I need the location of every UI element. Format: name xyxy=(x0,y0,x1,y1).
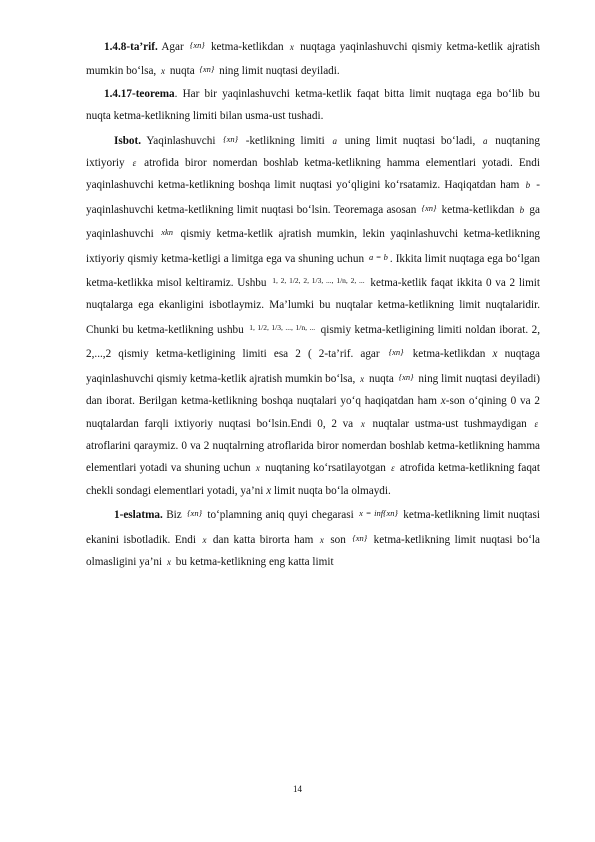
text: nuqtaga yaqinlashuvchi qismiy ketma-ketlik ajratish mumkin bo‘lsa, xyxy=(86,41,540,78)
math-formula: x xyxy=(360,373,365,384)
math-formula: b xyxy=(519,204,525,215)
text: ketma-ketlikning limit nuqtasi bo‘la olmasligini ya’ni xyxy=(86,533,540,568)
math-formula: {xn} xyxy=(352,532,368,543)
text: nuqtaning ixtiyoriy xyxy=(86,134,540,170)
math-variable: x xyxy=(440,395,446,408)
text: atrofida ketma-ketlikning faqat chekli sondagi elementlari yotadi, ya’ni xyxy=(86,462,540,497)
text: -son o‘qining 0 va 2 nuqtalardan farqli ixtiyoriy nuqtasi bo‘lsin.Endi 0, 2 va xyxy=(86,395,540,430)
math-formula: x xyxy=(360,418,365,429)
text: . Ikkita limit nuqtaga ega bo‘lgan ketma-ketlikka misol keltiramiz. Ushbu xyxy=(86,252,540,290)
text: ga yaqinlashuvchi xyxy=(86,203,540,241)
math-formula: {xn} xyxy=(223,133,238,144)
text: limit nuqta bo‘la olmaydi. xyxy=(271,484,391,497)
text: uning limit nuqtasi bo‘ladi, xyxy=(339,134,482,147)
math-formula: b xyxy=(525,180,531,191)
math-formula: {xn} xyxy=(398,371,414,382)
definition-label: 1.4.8-ta’rif. xyxy=(104,41,158,53)
text: nuqta xyxy=(366,372,397,385)
math-formula: x = inf{xn} xyxy=(359,508,398,519)
text: nuqtalar ustma-ust tushmaydigan xyxy=(366,417,533,430)
math-formula: {xn} xyxy=(189,40,205,50)
text: Agar xyxy=(157,41,188,53)
math-formula: {xn} xyxy=(421,202,437,213)
text: to‘plamning aniq quyi chegarasi xyxy=(203,509,358,522)
text: - yaqinlashuvchi ketma-ketlikning limit nuqtasi bo‘lsin. Teoremaga asosan xyxy=(86,179,540,216)
proof-label: Isbot. xyxy=(114,134,142,147)
text: nuqtaning ko‘rsatilayotgan xyxy=(261,462,390,475)
text: dan katta birorta ham xyxy=(208,533,318,546)
text: . Har bir yaqinlashuvchi ketma-ketlik faqat bitta limit nuqtaga ega bo‘lib bu nuqta ketma-ketlikning limiti bilan usma-ust tushadi. xyxy=(86,87,540,123)
text: bu ketma-ketlikning eng katta limit xyxy=(172,555,334,568)
math-formula: ε xyxy=(391,463,395,474)
sequence-formula: 1, 2, 1/2, 2, 1/3, ..., 1/n, 2, ... xyxy=(272,276,365,286)
text: ning limit nuqtasi deyiladi) dan iborat. Berilgan ketma-ketlikning boshqa nuqtalari yo‘q haqiqatdan ham xyxy=(86,372,541,408)
text: ketma-ketlik faqat ikkita 0 va 2 limit nuqtalarga ega ekanligini isbotlaymiz. Ma’lumki bu nuqtalar ketma-ketlikning limit nuqtalaridir. Chunki bu ketma-ketlikning ushbu xyxy=(86,277,541,336)
math-formula: a xyxy=(483,135,488,146)
text: atroflarini qaraymiz. 0 va 2 nuqtalrning atroflarida biror nomerdan boshlab ketma-ketlikning hamma elementlari yotadi va shuning uchun xyxy=(86,439,540,475)
theorem-paragraph xyxy=(86,83,540,128)
text: ning limit nuqtasi deyiladi. xyxy=(216,65,340,78)
math-formula: x xyxy=(319,534,324,545)
text: ketma-ketlikning limit nuqtasi ekanini isbotladik. Endi xyxy=(86,509,540,546)
text: Yaqinlashuvchi xyxy=(141,134,222,147)
definition-paragraph xyxy=(86,34,540,83)
page-number: 14 xyxy=(293,784,302,794)
math-formula: x xyxy=(166,556,171,567)
math-formula: ε xyxy=(534,418,538,429)
remark-paragraph xyxy=(86,502,540,573)
theorem-label: 1.4.17-teorema xyxy=(104,87,175,100)
document-page xyxy=(86,34,540,573)
math-formula: a xyxy=(332,135,337,146)
text: son xyxy=(325,533,351,546)
math-formula: xkn xyxy=(161,227,174,238)
text: nuqtaga yaqinlashuvchi qismiy ketma-ketlik ajratish mumkin bo‘lsa, xyxy=(86,348,540,385)
text: ketma-ketlikdan xyxy=(206,41,288,53)
text: ketma-ketlikdan xyxy=(405,348,493,361)
text: ketma-ketlikdan xyxy=(438,203,518,216)
text: atrofida biror nomerdan boshlab ketma-ketlikning hamma elementlari yotadi. Endi yaqinlashuvchi ketma-ketlikning boshqa limit nuqtasi yo‘qligini ko‘rsatamiz. Haqiqatdan ham xyxy=(86,157,540,192)
math-formula: x xyxy=(255,463,260,474)
math-formula: {xn} xyxy=(388,347,404,358)
math-formula: {xn} xyxy=(199,64,215,75)
math-variable: x xyxy=(492,348,498,361)
text: qismiy ketma-ketlik ajratish mumkin, lekin yaqinlashuvchi ketma-ketlikning ixtiyoriy qismiy ketma-ketligi a limitga ega va shuning uchun xyxy=(86,228,541,265)
text: Biz xyxy=(162,509,186,522)
math-formula: x xyxy=(202,534,207,545)
remark-label: 1-eslatma. xyxy=(114,509,163,522)
sequence-formula: 1, 1/2, 1/3, ..., 1/n, ... xyxy=(249,322,316,332)
math-formula: a = b xyxy=(369,251,388,262)
text: -ketlikning limiti xyxy=(240,134,331,147)
text: qismiy ketma-ketligining limiti noldan iborat. 2, 2,...,2 qismiy ketma-ketligining limiti esa 2 ( 2-ta’rif. agar xyxy=(86,323,540,361)
math-formula: ε xyxy=(132,158,137,169)
math-formula: x xyxy=(289,42,294,52)
math-formula: x xyxy=(161,66,166,77)
math-formula: {xn} xyxy=(187,508,202,519)
text: nuqta xyxy=(167,65,198,78)
math-variable: x xyxy=(266,484,272,497)
proof-paragraph xyxy=(86,128,540,503)
